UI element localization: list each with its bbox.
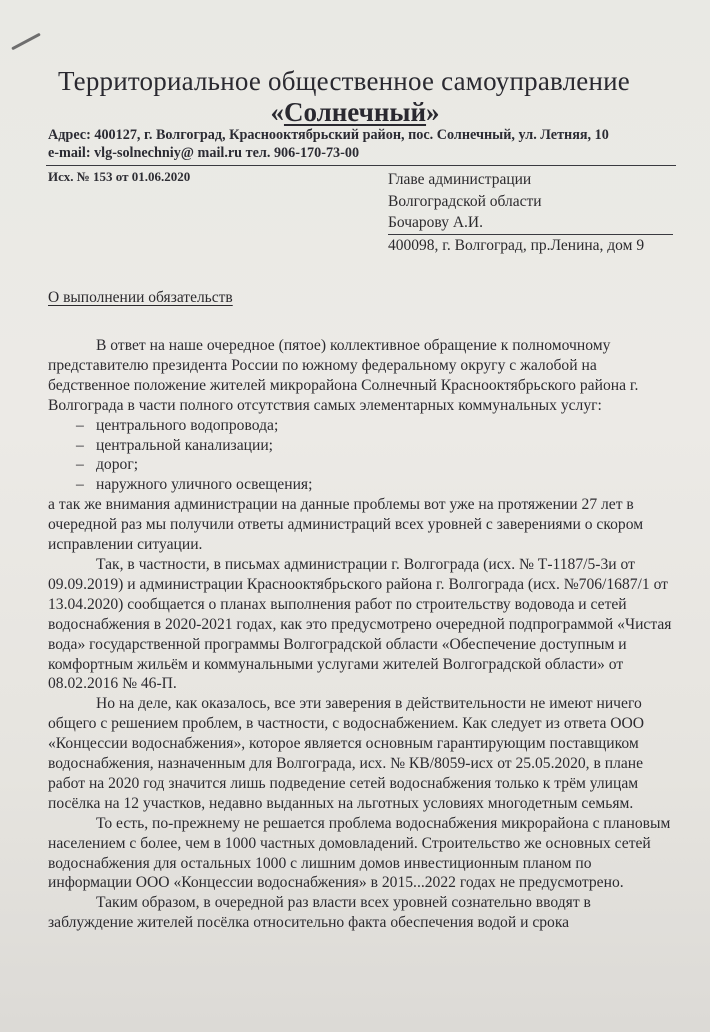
- org-contacts: e-mail: vlg-solnechniy@ mail.ru тел. 906-170-73-00: [48, 145, 360, 161]
- addressee-block: [388, 169, 688, 256]
- header-divider: [46, 165, 676, 166]
- paragraph: Но на деле, как оказалось, все эти заверения в действительности не имеют ничего общего с решением проблем, в частности, с водоснабжением. Как следует из ответа ООО «Концессии водоснабжения», которое является основным гарантирующим поставщиком водоснабжения, назначенным для Волгограда, исх. № КВ/8059-исх от 25.05.2020, в плане работ на 2020 год значится лишь подведение сетей водоснабжения только к трём улицам посёлка на 12 участков, недавно выданных на льготных условиях многодетным семьям.: [48, 695, 645, 812]
- org-address: Адрес: 400127, г. Волгоград, Краснооктябрьский район, пос. Солнечный, ул. Летняя, 10: [48, 127, 609, 143]
- list-item-text: центрального водопровода;: [96, 416, 279, 434]
- list-dash: –: [76, 456, 84, 474]
- quote-open: «: [270, 97, 284, 127]
- list-dash: –: [76, 436, 84, 454]
- list-item-text: наружного уличного освещения;: [96, 476, 313, 494]
- list-item: [48, 416, 673, 436]
- paragraph: То есть, по-прежнему не решается проблема водоснабжения микрорайона с плановым населением с более, чем в 1000 частных домовладений. Строительство же основных сетей водоснабжения для остальных 1000 с лишним домов инвестиционным планом по информации ООО «Концессии водоснабжения» в 2015...2022 годах не предусмотрено.: [48, 814, 671, 892]
- org-name: [0, 97, 710, 128]
- list-item-text: дорог;: [96, 456, 139, 474]
- letter-subject: О выполнении обязательств: [48, 289, 233, 306]
- paragraph: Таким образом, в очередной раз власти всех уровней сознательно вводят в заблуждение жителей посёлка относительно факта обеспечения водой и срока: [48, 894, 591, 932]
- paragraph: а так же внимания администрации на данные проблемы вот уже на протяжении 27 лет в очередной раз мы получили ответы администраций всех уровней с заверениями о скором исправлении ситуации.: [48, 496, 644, 554]
- org-name-text: Солнечный: [283, 97, 427, 127]
- addressee-address: 400098, г. Волгоград, пр.Ленина, дом 9: [388, 236, 645, 254]
- letter-body: [48, 336, 673, 933]
- list-item: [48, 455, 673, 475]
- addressee-name: Бочарову А.И.: [388, 212, 673, 235]
- paragraph: В ответ на наше очередное (пятое) коллективное обращение к полномочному представителю президента России по южному федеральному округу с жалобой на бедственное положение жителей микрорайона Солнечный Краснооктябрьского района г. Волгограда в части полного отсутствия самых элементарных коммунальных услуг:: [48, 337, 639, 414]
- paragraph: Так, в частности, в письмах администрации г. Волгограда (исх. № Т-1187/5-3и от 09.09.2019) и администрации Краснооктябрьского района г. Волгограда (исх. №706/1687/1 от 13.04.2020) сообщается о планах выполнения работ по строительству водовода и сетей водоснабжения в 2020-2021 годах, как это предусмотрено очередной подпрограммой «Чистая вода» государственной программы Волгоградской области «Обеспечение доступным и комфортным жильём и коммунальными услугами жителей Волгоградской области» от 08.02.2016 № 46-П.: [48, 555, 672, 693]
- list-item: [48, 436, 673, 456]
- list-dash: –: [76, 416, 84, 434]
- outgoing-number: Исх. № 153 от 01.06.2020: [48, 169, 191, 184]
- org-title: Территориальное общественное самоуправление: [58, 66, 630, 96]
- quote-close: »: [426, 97, 440, 127]
- addressee-line: Главе администрации: [388, 171, 532, 188]
- list-item-text: центральной канализации;: [96, 436, 273, 454]
- list-item: [48, 475, 673, 495]
- list-dash: –: [76, 476, 84, 494]
- pen-mark: [11, 33, 41, 51]
- addressee-line: Волгоградской области: [388, 192, 542, 210]
